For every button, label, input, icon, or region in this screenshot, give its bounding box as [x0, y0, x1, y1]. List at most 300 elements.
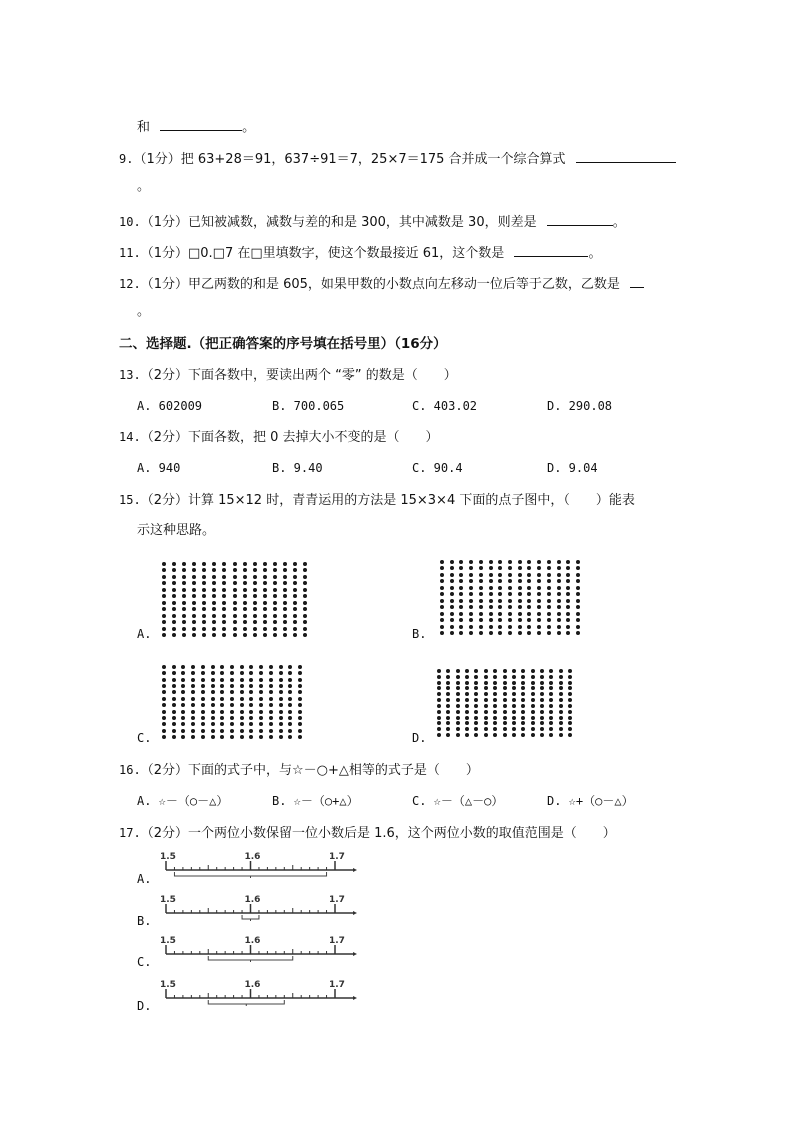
dot: [446, 704, 450, 708]
dot: [182, 581, 186, 585]
dot: [518, 566, 522, 570]
dot: [283, 607, 287, 611]
dot: [547, 566, 551, 570]
dot: [566, 625, 570, 629]
dot: [233, 601, 237, 605]
q17-score: （2分）: [140, 826, 188, 841]
dot: [240, 729, 244, 733]
dot: [474, 681, 478, 685]
dot: [212, 620, 216, 624]
dot: [549, 716, 553, 720]
dot: [162, 710, 166, 714]
q8-answer-blank[interactable]: [160, 116, 242, 131]
dot: [437, 721, 441, 725]
dot: [527, 605, 531, 609]
dot: [559, 681, 563, 685]
dot: [503, 698, 507, 702]
dot: [440, 618, 444, 622]
dot: [298, 678, 302, 682]
q17-option-d-label[interactable]: D.: [137, 999, 152, 1013]
dot: [469, 592, 473, 596]
dot: [469, 566, 473, 570]
dot: [537, 618, 541, 622]
dot: [440, 599, 444, 603]
dot: [437, 698, 441, 702]
dot: [568, 686, 572, 690]
dot: [293, 594, 297, 598]
dot: [191, 684, 195, 688]
dot: [269, 684, 273, 688]
dot: [162, 607, 166, 611]
dot: [521, 727, 525, 731]
dot: [273, 581, 277, 585]
dot: [222, 607, 226, 611]
dot: [547, 592, 551, 596]
dot: [211, 678, 215, 682]
dot: [474, 727, 478, 731]
dot: [162, 575, 166, 579]
dot: [269, 665, 273, 669]
dot: [540, 686, 544, 690]
dot: [240, 678, 244, 682]
dot: [201, 665, 205, 669]
q8-tail: [137, 116, 255, 137]
question-9: [119, 148, 676, 169]
dot: [498, 566, 502, 570]
dot: [211, 735, 215, 739]
q15-dot-grid-a[interactable]: [162, 562, 307, 637]
dot: [469, 612, 473, 616]
q14-option-b[interactable]: B. 9.40: [272, 461, 323, 475]
dot: [283, 575, 287, 579]
q15-panel-b-label[interactable]: B.: [412, 627, 427, 641]
dot: [263, 607, 267, 611]
q13-option-c[interactable]: C. 403.02: [412, 399, 478, 413]
dot: [456, 710, 460, 714]
dot: [479, 599, 483, 603]
dot: [240, 735, 244, 739]
dot: [288, 703, 292, 707]
dot: [547, 605, 551, 609]
dot: [465, 698, 469, 702]
dot: [288, 671, 292, 675]
dot: [518, 560, 522, 564]
q14-score: （2分）: [140, 430, 188, 445]
dot: [508, 586, 512, 590]
q13-option-b[interactable]: B. 700.065: [272, 399, 345, 413]
dot: [537, 625, 541, 629]
dot: [521, 710, 525, 714]
dot: [498, 586, 502, 590]
q16-option-b[interactable]: B. ☆－（○+△）: [272, 794, 359, 808]
dot: [201, 710, 205, 714]
dot: [527, 631, 531, 635]
dot: [253, 568, 257, 572]
dot: [181, 722, 185, 726]
dot: [162, 716, 166, 720]
dot: [568, 704, 572, 708]
dot: [489, 599, 493, 603]
dot: [212, 562, 216, 566]
dot: [303, 620, 307, 624]
dot: [249, 735, 253, 739]
dot: [465, 727, 469, 731]
dot: [459, 612, 463, 616]
dot: [437, 669, 441, 673]
question-15: [119, 491, 635, 510]
dot: [298, 710, 302, 714]
dot: [484, 704, 488, 708]
dot: [249, 665, 253, 669]
dot: [201, 684, 205, 688]
dot: [201, 703, 205, 707]
q17-option-b-label[interactable]: B.: [137, 914, 152, 928]
q15-panel-d-label[interactable]: D.: [412, 731, 427, 745]
dot: [479, 618, 483, 622]
dot: [559, 669, 563, 673]
dot: [230, 716, 234, 720]
q13-option-d[interactable]: D. 290.08: [547, 399, 613, 413]
dot: [484, 721, 488, 725]
dot: [249, 729, 253, 733]
dot: [559, 692, 563, 696]
dot: [181, 665, 185, 669]
dot: [456, 733, 460, 737]
q15-dot-grid-c[interactable]: [162, 665, 302, 739]
dot: [283, 614, 287, 618]
dot: [557, 579, 561, 583]
dot: [303, 601, 307, 605]
dot: [233, 568, 237, 572]
dot: [456, 716, 460, 720]
q16-option-d[interactable]: D. ☆+（○－△）: [547, 794, 634, 808]
dot: [450, 599, 454, 603]
dot: [263, 601, 267, 605]
dot: [263, 614, 267, 618]
dot: [233, 588, 237, 592]
dot: [465, 686, 469, 690]
dot: [172, 703, 176, 707]
dot: [202, 588, 206, 592]
dot: [440, 625, 444, 629]
dot: [568, 681, 572, 685]
dot: [576, 599, 580, 603]
dot: [222, 588, 226, 592]
dot: [269, 671, 273, 675]
dot: [253, 633, 257, 637]
dot: [298, 735, 302, 739]
dot: [440, 579, 444, 583]
dot: [192, 594, 196, 598]
dot: [540, 710, 544, 714]
dot: [484, 710, 488, 714]
dot: [288, 722, 292, 726]
dot: [201, 678, 205, 682]
q9-answer-blank[interactable]: [576, 148, 676, 163]
dot: [498, 579, 502, 583]
q13-option-a[interactable]: A. 602009: [137, 399, 203, 413]
number-line-svg: [160, 934, 360, 970]
dot: [288, 690, 292, 694]
range-bracket: [208, 956, 293, 960]
dot: [503, 704, 507, 708]
dot: [233, 581, 237, 585]
dot: [521, 681, 525, 685]
dot: [508, 573, 512, 577]
dot: [465, 710, 469, 714]
q8-prefix: 和: [137, 120, 151, 135]
dot: [182, 607, 186, 611]
dot: [557, 631, 561, 635]
number-line-svg: [160, 893, 360, 929]
dot: [230, 729, 234, 733]
dot: [233, 620, 237, 624]
dot: [230, 671, 234, 675]
dot: [508, 599, 512, 603]
dot: [211, 716, 215, 720]
q15-panel-a-label[interactable]: A.: [137, 627, 152, 641]
dot: [450, 586, 454, 590]
dot: [547, 579, 551, 583]
dot: [474, 733, 478, 737]
q15-dot-grid-d[interactable]: [437, 669, 572, 737]
number-line-svg: [160, 850, 360, 886]
tick-label: 1.6: [244, 895, 261, 905]
dot: [503, 721, 507, 725]
tick-label: 1.7: [329, 895, 345, 905]
dot: [283, 568, 287, 572]
q11-score: （1分）: [140, 246, 188, 261]
dot: [469, 625, 473, 629]
dot: [527, 573, 531, 577]
dot: [547, 560, 551, 564]
dot: [240, 665, 244, 669]
q17-text: 一个两位小数保留一位小数后是 1.6，这个两位小数的取值范围是（ ）: [187, 826, 616, 841]
dot: [446, 675, 450, 679]
q10-score: （1分）: [140, 215, 188, 230]
dot: [249, 690, 253, 694]
dot: [253, 594, 257, 598]
dot: [192, 607, 196, 611]
dot: [249, 697, 253, 701]
dot: [263, 562, 267, 566]
dot: [172, 716, 176, 720]
dot: [249, 671, 253, 675]
dot: [557, 605, 561, 609]
dot: [172, 607, 176, 611]
tick-label: 1.7: [329, 936, 345, 946]
dot: [566, 586, 570, 590]
dot: [298, 697, 302, 701]
dot: [527, 586, 531, 590]
dot: [465, 675, 469, 679]
dot: [440, 631, 444, 635]
q10-end: 。: [612, 215, 626, 230]
dot: [172, 710, 176, 714]
dot: [493, 716, 497, 720]
dot: [269, 690, 273, 694]
dot: [540, 727, 544, 731]
dot: [479, 566, 483, 570]
q14-option-d[interactable]: D. 9.04: [547, 461, 598, 475]
dot: [233, 562, 237, 566]
q16-option-a[interactable]: A. ☆－（○－△）: [137, 794, 229, 808]
dot: [437, 704, 441, 708]
dot: [212, 575, 216, 579]
dot: [450, 573, 454, 577]
dot: [557, 560, 561, 564]
dot: [446, 692, 450, 696]
dot: [512, 704, 516, 708]
dot: [293, 620, 297, 624]
dot: [298, 722, 302, 726]
dot: [437, 716, 441, 720]
dot: [172, 729, 176, 733]
dot: [182, 588, 186, 592]
dot: [512, 669, 516, 673]
dot: [469, 573, 473, 577]
dot: [503, 686, 507, 690]
dot: [192, 562, 196, 566]
dot: [549, 733, 553, 737]
question-11: [119, 242, 601, 263]
tick-label: 1.5: [160, 852, 176, 862]
dot: [162, 697, 166, 701]
dot: [484, 686, 488, 690]
dot: [293, 575, 297, 579]
dot: [288, 710, 292, 714]
dot: [293, 627, 297, 631]
dot: [527, 592, 531, 596]
q11-answer-blank[interactable]: [514, 242, 588, 257]
dot: [489, 573, 493, 577]
dot: [465, 721, 469, 725]
dot: [298, 690, 302, 694]
dot: [172, 568, 176, 572]
dot: [243, 614, 247, 618]
dot: [220, 665, 224, 669]
dot: [446, 686, 450, 690]
dot: [211, 684, 215, 688]
dot: [493, 727, 497, 731]
dot: [547, 618, 551, 622]
tick-label: 1.6: [244, 852, 261, 862]
dot: [518, 592, 522, 596]
q11-end: 。: [588, 246, 602, 261]
dot: [249, 722, 253, 726]
q9-text: 把 63+28＝91，637÷91＝7，25×7＝175 合并成一个综合算式: [180, 152, 566, 167]
dot: [220, 703, 224, 707]
dot: [259, 684, 263, 688]
q17-number-line-d[interactable]: [160, 978, 360, 1018]
dot: [243, 601, 247, 605]
dot: [547, 586, 551, 590]
q14-option-a[interactable]: A. 940: [137, 461, 181, 475]
dot: [549, 669, 553, 673]
dot: [181, 678, 185, 682]
dot: [259, 722, 263, 726]
q15-dot-grid-b[interactable]: [440, 560, 580, 635]
q10-answer-blank[interactable]: [547, 211, 613, 226]
dot: [469, 631, 473, 635]
q17-number-line-a[interactable]: [160, 850, 360, 890]
q17-option-a-label[interactable]: A.: [137, 872, 152, 886]
dot: [459, 566, 463, 570]
dot: [162, 594, 166, 598]
q17-number-line-b[interactable]: [160, 893, 360, 933]
dot: [540, 716, 544, 720]
q16-option-c[interactable]: C. ☆－（△－○）: [412, 794, 504, 808]
dot: [240, 697, 244, 701]
dot: [508, 560, 512, 564]
dot: [202, 601, 206, 605]
dot: [181, 690, 185, 694]
q14-option-c[interactable]: C. 90.4: [412, 461, 463, 475]
dot: [540, 698, 544, 702]
dot: [162, 735, 166, 739]
dot: [459, 586, 463, 590]
dot: [493, 675, 497, 679]
dot: [259, 716, 263, 720]
dot: [162, 601, 166, 605]
dot: [279, 703, 283, 707]
dot: [253, 607, 257, 611]
dot: [263, 588, 267, 592]
dot: [508, 605, 512, 609]
dot: [521, 721, 525, 725]
dot: [531, 681, 535, 685]
dot: [557, 625, 561, 629]
q12-end: 。: [137, 304, 151, 319]
dot: [243, 627, 247, 631]
dot: [233, 627, 237, 631]
q12-number: 12.: [119, 277, 141, 291]
dot: [456, 681, 460, 685]
dot: [508, 579, 512, 583]
dot: [293, 562, 297, 566]
q12-answer-blank[interactable]: [630, 273, 644, 288]
dot: [576, 579, 580, 583]
dot: [240, 684, 244, 688]
dot: [493, 721, 497, 725]
dot: [456, 669, 460, 673]
dot: [456, 686, 460, 690]
dot: [220, 671, 224, 675]
dot: [181, 716, 185, 720]
dot: [298, 729, 302, 733]
dot: [211, 710, 215, 714]
dot: [493, 681, 497, 685]
dot: [222, 562, 226, 566]
q17-number-line-c[interactable]: [160, 934, 360, 974]
dot: [493, 669, 497, 673]
dot: [162, 703, 166, 707]
dot: [233, 614, 237, 618]
dot: [549, 675, 553, 679]
dot: [549, 727, 553, 731]
tick-label: 1.5: [160, 936, 176, 946]
dot: [450, 566, 454, 570]
q15-panel-c-label[interactable]: C.: [137, 731, 152, 745]
dot: [172, 671, 176, 675]
dot: [484, 692, 488, 696]
dot: [489, 560, 493, 564]
q17-option-c-label[interactable]: C.: [137, 955, 152, 969]
dot: [283, 562, 287, 566]
dot: [172, 735, 176, 739]
dot: [293, 588, 297, 592]
dot: [547, 573, 551, 577]
